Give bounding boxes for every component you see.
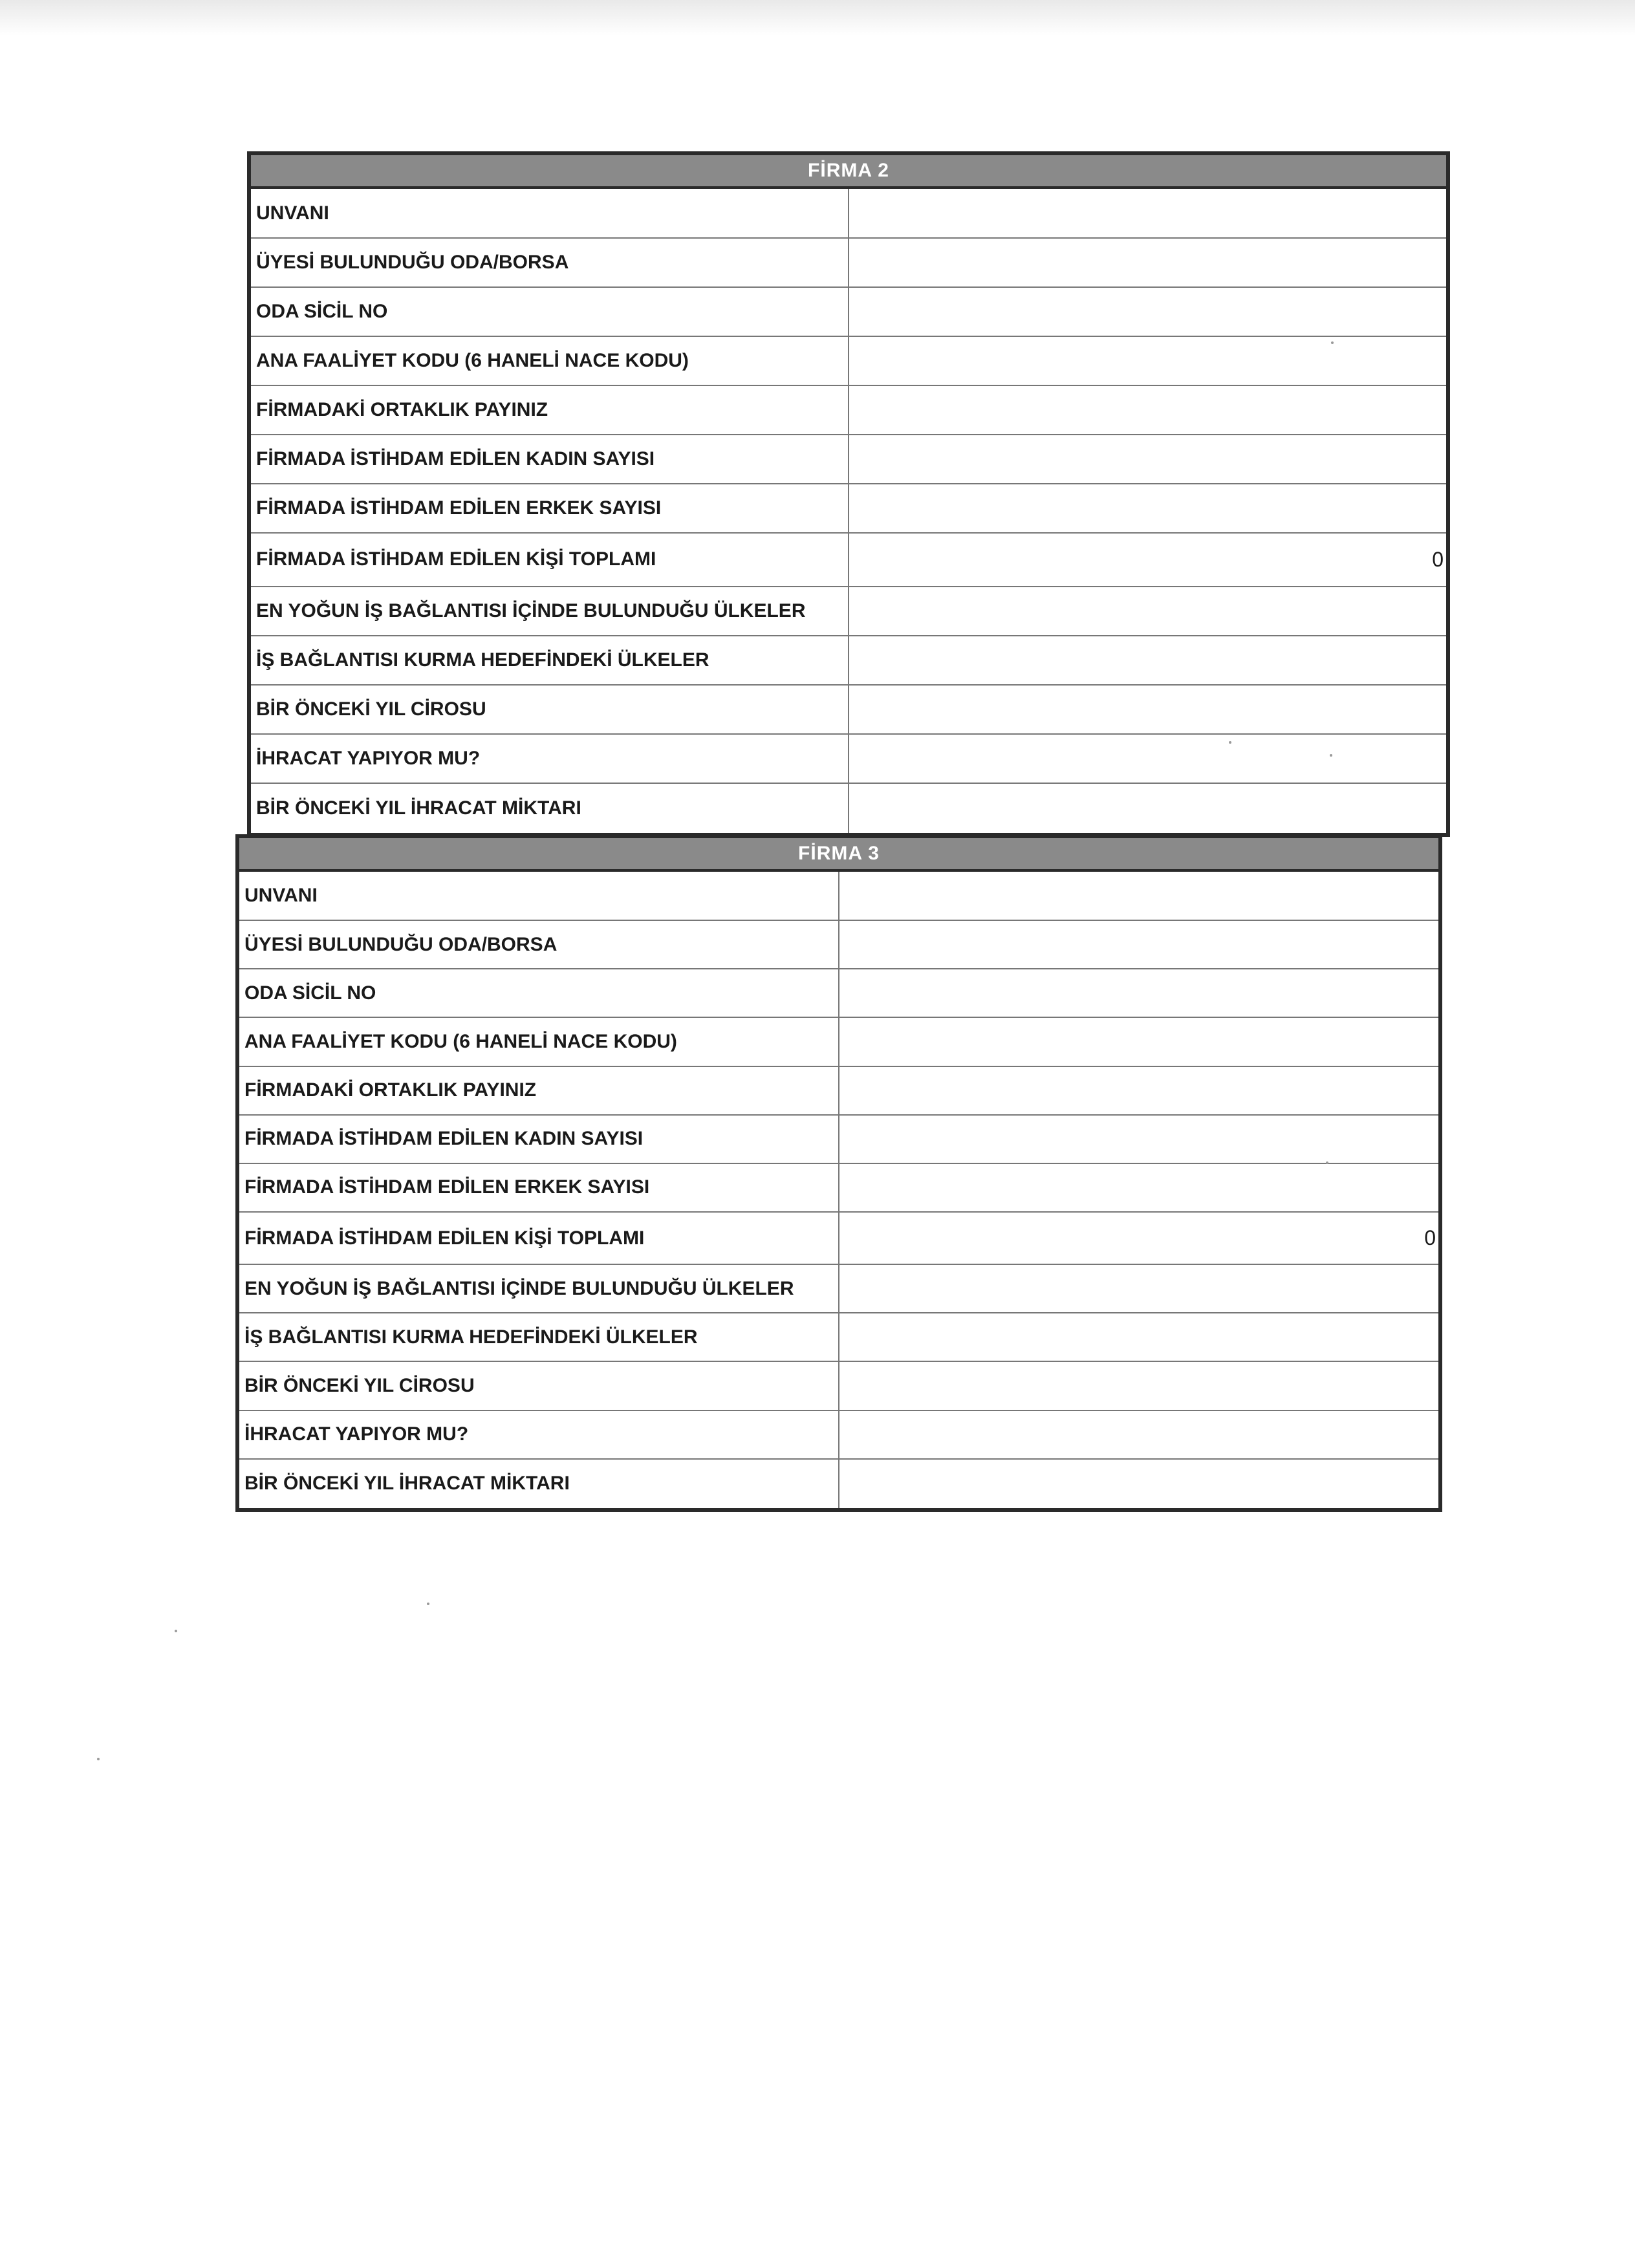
firma-2-row-ortaklik-payi bbox=[249, 385, 1448, 435]
firma-2-table bbox=[247, 151, 1450, 837]
row-value-cell[interactable] bbox=[849, 188, 1448, 238]
scan-speck bbox=[1326, 1161, 1328, 1164]
firma-3-row-oda-sicil-no bbox=[237, 969, 1440, 1017]
firma-2-title: FİRMA 2 bbox=[249, 153, 1448, 188]
row-value-cell[interactable] bbox=[839, 1264, 1440, 1313]
firma-3-row-hedef-ulkeler bbox=[237, 1313, 1440, 1361]
firma-2-row-hedef-ulkeler bbox=[249, 636, 1448, 685]
row-label: FİRMADAKİ ORTAKLIK PAYINIZ bbox=[237, 1066, 839, 1115]
row-value-cell[interactable] bbox=[849, 734, 1448, 783]
row-value-cell[interactable] bbox=[849, 435, 1448, 484]
row-value-cell[interactable] bbox=[839, 1017, 1440, 1066]
scan-speck bbox=[1330, 754, 1332, 757]
firma-2-row-faaliyet-kodu bbox=[249, 336, 1448, 385]
row-value-cell[interactable] bbox=[849, 636, 1448, 685]
firma-2-row-unvani bbox=[249, 188, 1448, 238]
row-label: İŞ BAĞLANTISI KURMA HEDEFİNDEKİ ÜLKELER bbox=[237, 1313, 839, 1361]
firma-2-row-oda-borsa bbox=[249, 238, 1448, 287]
firma-2-row-oda-sicil-no bbox=[249, 287, 1448, 336]
firma-2-row-kisi-toplami bbox=[249, 533, 1448, 586]
row-label: EN YOĞUN İŞ BAĞLANTISI İÇİNDE BULUNDUĞU ÜLKELER bbox=[237, 1264, 839, 1313]
row-label: ANA FAALİYET KODU (6 HANELİ NACE KODU) bbox=[249, 336, 849, 385]
row-label: BİR ÖNCEKİ YIL CİROSU bbox=[237, 1361, 839, 1410]
firma-3-row-ihracat bbox=[237, 1410, 1440, 1459]
firma-2-row-ciro bbox=[249, 685, 1448, 734]
firma-3-row-erkek-sayisi bbox=[237, 1163, 1440, 1212]
row-value-cell[interactable] bbox=[839, 1163, 1440, 1212]
row-value-cell[interactable] bbox=[849, 287, 1448, 336]
row-value-cell[interactable] bbox=[839, 1361, 1440, 1410]
firma-3-row-ciro bbox=[237, 1361, 1440, 1410]
firma-3-table bbox=[235, 834, 1442, 1512]
scan-edge-shadow bbox=[0, 0, 1635, 36]
row-label: İŞ BAĞLANTISI KURMA HEDEFİNDEKİ ÜLKELER bbox=[249, 636, 849, 685]
row-value-cell[interactable] bbox=[839, 969, 1440, 1017]
firma-2-row-ihracat bbox=[249, 734, 1448, 783]
row-value-cell[interactable] bbox=[839, 1115, 1440, 1163]
scan-speck bbox=[1229, 741, 1231, 744]
row-label: FİRMADAKİ ORTAKLIK PAYINIZ bbox=[249, 385, 849, 435]
firma-3-row-yogun-ulkeler bbox=[237, 1264, 1440, 1313]
row-label: İHRACAT YAPIYOR MU? bbox=[237, 1410, 839, 1459]
row-label: ANA FAALİYET KODU (6 HANELİ NACE KODU) bbox=[237, 1017, 839, 1066]
firma-3-title: FİRMA 3 bbox=[237, 836, 1440, 870]
firma-2-row-yogun-ulkeler bbox=[249, 587, 1448, 636]
firma-3-row-kadin-sayisi bbox=[237, 1115, 1440, 1163]
row-label: İHRACAT YAPIYOR MU? bbox=[249, 734, 849, 783]
row-label: BİR ÖNCEKİ YIL İHRACAT MİKTARI bbox=[237, 1459, 839, 1510]
row-value-cell[interactable] bbox=[839, 870, 1440, 920]
row-label: FİRMADA İSTİHDAM EDİLEN KADIN SAYISI bbox=[237, 1115, 839, 1163]
row-label: UNVANI bbox=[249, 188, 849, 238]
row-value-cell[interactable] bbox=[839, 1459, 1440, 1510]
firma-2-row-ihracat-miktari bbox=[249, 783, 1448, 835]
row-value-cell[interactable] bbox=[849, 783, 1448, 835]
firma-3-row-faaliyet-kodu bbox=[237, 1017, 1440, 1066]
scan-speck bbox=[427, 1603, 429, 1605]
firma-3-row-ortaklik-payi bbox=[237, 1066, 1440, 1115]
row-value-cell[interactable] bbox=[839, 920, 1440, 969]
row-label: FİRMADA İSTİHDAM EDİLEN KİŞİ TOPLAMI bbox=[249, 533, 849, 586]
row-value-cell[interactable] bbox=[849, 587, 1448, 636]
row-label: FİRMADA İSTİHDAM EDİLEN KADIN SAYISI bbox=[249, 435, 849, 484]
row-label: BİR ÖNCEKİ YIL CİROSU bbox=[249, 685, 849, 734]
row-value-cell[interactable] bbox=[849, 484, 1448, 533]
row-value-cell[interactable] bbox=[839, 1313, 1440, 1361]
firma-2-row-kadin-sayisi bbox=[249, 435, 1448, 484]
row-value-cell[interactable] bbox=[849, 336, 1448, 385]
row-label: EN YOĞUN İŞ BAĞLANTISI İÇİNDE BULUNDUĞU ÜLKELER bbox=[249, 587, 849, 636]
row-label: BİR ÖNCEKİ YIL İHRACAT MİKTARI bbox=[249, 783, 849, 835]
row-label: FİRMADA İSTİHDAM EDİLEN ERKEK SAYISI bbox=[237, 1163, 839, 1212]
firma-2-row-erkek-sayisi bbox=[249, 484, 1448, 533]
row-value-cell[interactable] bbox=[839, 1066, 1440, 1115]
firma-3-row-kisi-toplami bbox=[237, 1212, 1440, 1264]
firma-3-row-unvani bbox=[237, 870, 1440, 920]
scan-speck bbox=[97, 1758, 100, 1760]
row-value-cell[interactable]: 0 bbox=[849, 533, 1448, 586]
row-value-cell[interactable]: 0 bbox=[839, 1212, 1440, 1264]
row-value-cell[interactable] bbox=[849, 385, 1448, 435]
firma-3-row-ihracat-miktari bbox=[237, 1459, 1440, 1510]
row-label: UNVANI bbox=[237, 870, 839, 920]
row-value-cell[interactable] bbox=[849, 685, 1448, 734]
row-label: FİRMADA İSTİHDAM EDİLEN ERKEK SAYISI bbox=[249, 484, 849, 533]
row-value-cell[interactable] bbox=[849, 238, 1448, 287]
row-label: ÜYESİ BULUNDUĞU ODA/BORSA bbox=[249, 238, 849, 287]
row-label: ODA SİCİL NO bbox=[249, 287, 849, 336]
row-value-cell[interactable] bbox=[839, 1410, 1440, 1459]
scan-speck bbox=[1331, 341, 1334, 344]
firma-3-header-row bbox=[237, 836, 1440, 870]
scan-speck bbox=[175, 1630, 177, 1632]
row-label: FİRMADA İSTİHDAM EDİLEN KİŞİ TOPLAMI bbox=[237, 1212, 839, 1264]
row-label: ODA SİCİL NO bbox=[237, 969, 839, 1017]
row-label: ÜYESİ BULUNDUĞU ODA/BORSA bbox=[237, 920, 839, 969]
firma-3-row-oda-borsa bbox=[237, 920, 1440, 969]
firma-2-header-row bbox=[249, 153, 1448, 188]
